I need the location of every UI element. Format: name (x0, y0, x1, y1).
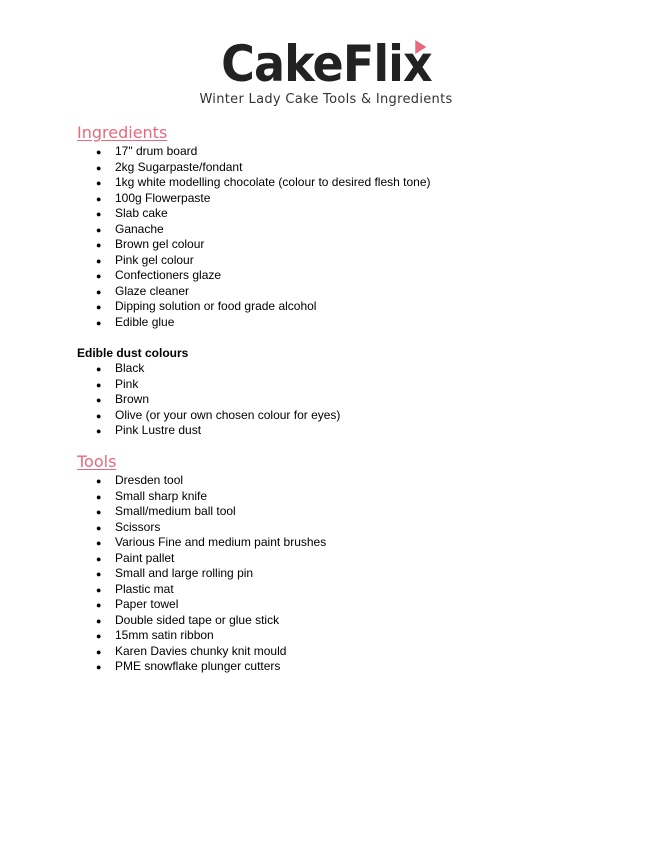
list-item (96, 582, 326, 598)
bullet-icon: ● (96, 193, 102, 204)
list-item-text: Small sharp knife (115, 488, 208, 503)
document-subtitle: Winter Lady Cake Tools & Ingredients (199, 92, 453, 107)
list-item-text: Small/medium ball tool (115, 504, 236, 518)
bullet-icon: ● (96, 410, 102, 421)
list-item (96, 408, 340, 424)
list-item (96, 268, 431, 284)
list-item-text: Paint pallet (115, 550, 175, 565)
bullet-icon: ● (96, 224, 102, 235)
bullet-icon: ● (96, 255, 102, 266)
bullet-icon: ● (96, 317, 102, 328)
dust-colours-heading: Edible dust colours (77, 346, 189, 360)
list-item (96, 253, 431, 269)
bullet-icon: ● (96, 662, 102, 672)
list-item-text: 100g Flowerpaste (115, 190, 211, 205)
list-item-text: 2kg Sugarpaste/fondant (115, 159, 243, 174)
list-item-text: Paper towel (115, 597, 179, 611)
list-item-text: Glaze cleaner (115, 283, 190, 298)
list-item (96, 361, 340, 377)
list-item-text: Pink gel colour (115, 252, 194, 267)
bullet-icon: ● (96, 584, 102, 595)
bullet-icon: ● (96, 209, 102, 219)
list-item (96, 423, 340, 439)
list-item (96, 644, 326, 660)
list-item-text: Confectioners glaze (115, 268, 222, 282)
bullet-icon: ● (96, 569, 102, 579)
list-item-text: Small and large rolling pin (115, 566, 254, 580)
list-item (96, 504, 326, 520)
bullet-icon: ● (96, 615, 102, 626)
list-item (96, 597, 326, 613)
list-item (96, 628, 326, 644)
list-item (96, 489, 326, 505)
list-item (96, 160, 431, 176)
list-item-text: Brown (115, 392, 150, 406)
bullet-icon: ● (96, 162, 102, 173)
list-item (96, 473, 326, 489)
ingredients-heading: Ingredients (77, 123, 168, 142)
list-item (96, 392, 340, 408)
list-item (96, 613, 326, 629)
tools-heading: Tools (77, 452, 117, 471)
bullet-icon: ● (96, 364, 102, 374)
bullet-icon: ● (96, 395, 102, 405)
list-item-text: 1kg white modelling chocolate (colour to desired flesh tone) (115, 175, 431, 189)
list-item (96, 377, 340, 393)
bullet-icon: ● (96, 600, 102, 610)
bullet-icon: ● (96, 178, 102, 188)
list-item (96, 535, 326, 551)
bullet-icon: ● (96, 271, 102, 281)
dust-colours-list (96, 361, 340, 439)
cakeflix-logo (0, 36, 652, 92)
list-item (96, 206, 431, 222)
list-item-text: Pink Lustre dust (115, 423, 202, 437)
bullet-icon: ● (96, 491, 102, 502)
list-item-text: Karen Davies chunky knit mould (115, 643, 287, 658)
list-item-text: PME snowflake plunger cutters (115, 659, 281, 673)
logo-text: CakeFlix (220, 35, 432, 93)
list-item (96, 520, 326, 536)
list-item (96, 144, 431, 160)
bullet-icon: ● (96, 147, 102, 157)
list-item-text: Various Fine and medium paint brushes (115, 535, 327, 549)
list-item-text: Ganache (115, 221, 164, 236)
list-item (96, 222, 431, 238)
list-item-text: Double sided tape or glue stick (115, 612, 280, 627)
list-item (96, 191, 431, 207)
list-item-text: Olive (or your own chosen colour for eyes) (115, 407, 341, 422)
list-item (96, 299, 431, 315)
bullet-icon: ● (96, 631, 102, 641)
bullet-icon: ● (96, 286, 102, 297)
bullet-icon: ● (96, 476, 102, 486)
bullet-icon: ● (96, 426, 102, 436)
list-item-text: Dresden tool (115, 473, 184, 487)
bullet-icon: ● (96, 379, 102, 390)
bullet-icon: ● (96, 553, 102, 564)
bullet-icon: ● (96, 240, 102, 250)
bullet-icon: ● (96, 538, 102, 548)
list-item (96, 659, 326, 675)
bullet-icon: ● (96, 646, 102, 657)
list-item (96, 315, 431, 331)
list-item-text: Slab cake (115, 206, 168, 220)
list-item (96, 551, 326, 567)
list-item-text: Black (115, 361, 145, 375)
list-item-text: Scissors (115, 519, 161, 534)
list-item (96, 566, 326, 582)
bullet-icon: ● (96, 522, 102, 533)
list-item-text: Pink (115, 376, 139, 391)
list-item-text: 17" drum board (115, 144, 198, 158)
ingredients-list (96, 144, 431, 330)
tools-list (96, 473, 326, 675)
list-item-text: Edible glue (115, 314, 175, 329)
bullet-icon: ● (96, 302, 102, 312)
list-item-text: Dipping solution or food grade alcohol (115, 299, 317, 313)
list-item (96, 175, 431, 191)
list-item-text: Plastic mat (115, 581, 174, 596)
list-item (96, 237, 431, 253)
bullet-icon: ● (96, 507, 102, 517)
list-item-text: 15mm satin ribbon (115, 628, 214, 642)
list-item (96, 284, 431, 300)
list-item-text: Brown gel colour (115, 237, 205, 251)
